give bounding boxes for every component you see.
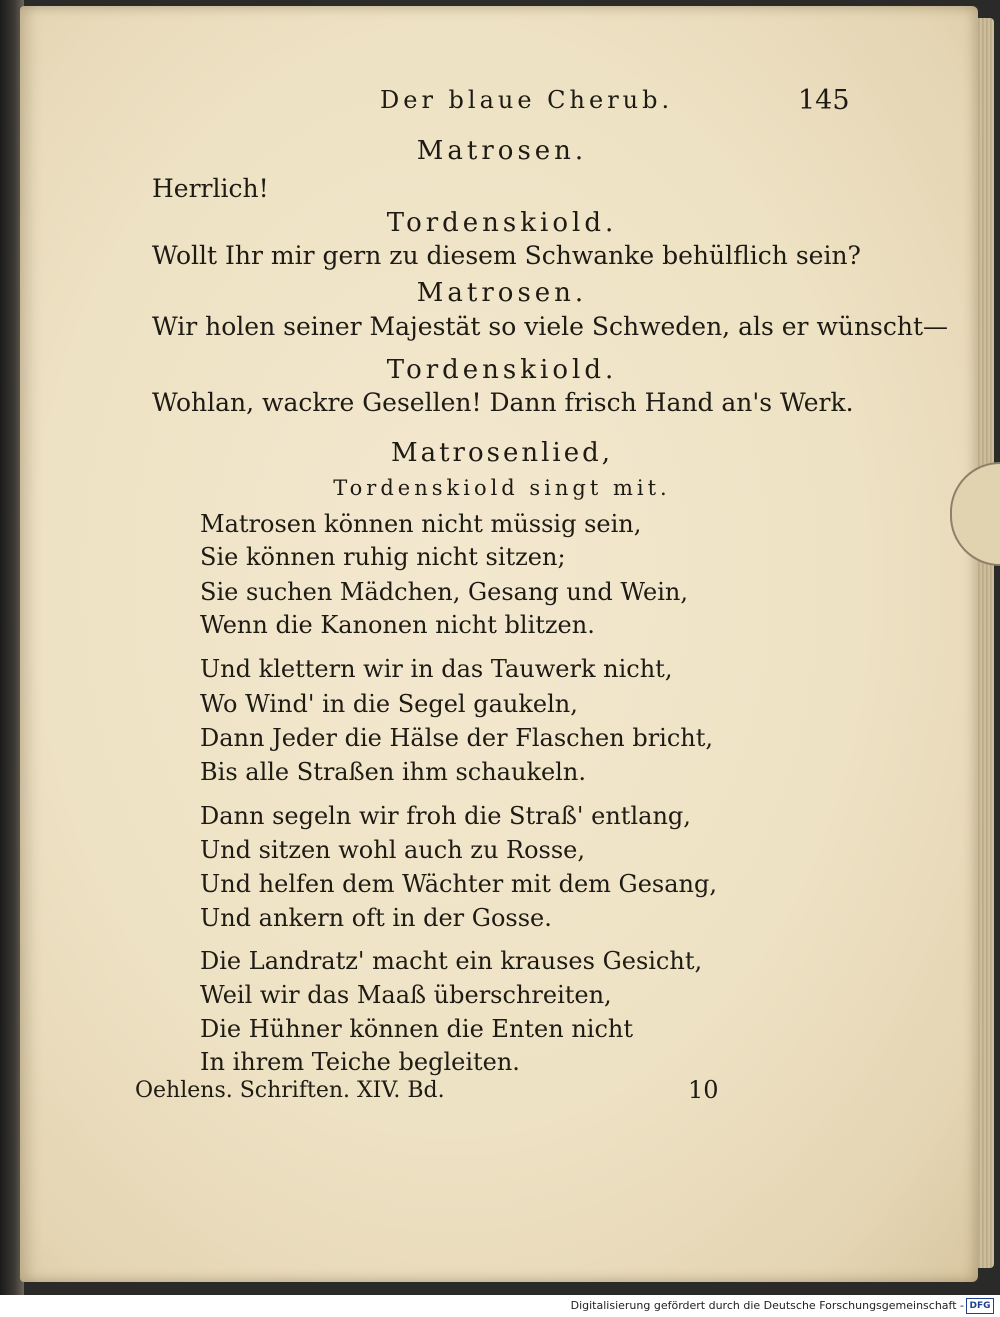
dfg-logo: DFG [966,1298,994,1314]
running-title: Der blaue Cherub. [380,86,674,114]
verse-line: Weil wir das Maaß überschreiten, [200,981,612,1009]
verse-line: Und helfen dem Wächter mit dem Gesang, [200,870,717,898]
signature-mark: Oehlens. Schriften. XIV. Bd. [135,1078,445,1103]
digitization-credit: Digitalisierung gefördert durch die Deutsche Forschungsgemeinschaft - [570,1299,964,1312]
verse-line: Wenn die Kanonen nicht blitzen. [200,611,595,639]
verse-line: Die Landratz' macht ein krauses Gesicht, [200,947,703,975]
dialogue-line: Wollt Ihr mir gern zu diesem Schwanke behülflich sein? [152,241,861,270]
verse-line: Wo Wind' in die Segel gaukeln, [200,690,578,718]
verse-line: Dann segeln wir froh die Straß' entlang, [200,802,691,830]
verse-line: Sie suchen Mädchen, Gesang und Wein, [200,578,689,606]
verse-line: Sie können ruhig nicht sitzen; [200,543,566,571]
verse-line: Matrosen können nicht müssig sein, [200,510,642,538]
song-title: Matrosenlied, [390,438,614,468]
verse-line: Und klettern wir in das Tauwerk nicht, [200,655,673,683]
speaker-heading: Tordenskiold. [386,355,618,385]
verse-line: In ihrem Teiche begleiten. [200,1048,520,1076]
verse-line: Die Hühner können die Enten nicht [200,1015,634,1043]
page-number: 145 [798,85,850,116]
dialogue-line: Herrlich! [152,174,269,203]
verse-line: Bis alle Straßen ihm schaukeln. [200,758,586,786]
speaker-heading: Matrosen. [416,278,588,308]
verse-line: Und sitzen wohl auch zu Rosse, [200,836,586,864]
verse-line: Und ankern oft in der Gosse. [200,904,552,932]
verse-line: Dann Jeder die Hälse der Flaschen bricht, [200,724,714,752]
song-note: Tordenskiold singt mit. [333,476,671,500]
signature-number: 10 [688,1076,719,1104]
dialogue-line: Wir holen seiner Majestät so viele Schweden, als er wünscht— [152,312,949,341]
dialogue-line: Wohlan, wackre Gesellen! Dann frisch Hand an's Werk. [152,388,854,417]
page-stack-edge [976,18,994,1268]
speaker-heading: Matrosen. [416,136,588,166]
speaker-heading: Tordenskiold. [386,208,618,238]
